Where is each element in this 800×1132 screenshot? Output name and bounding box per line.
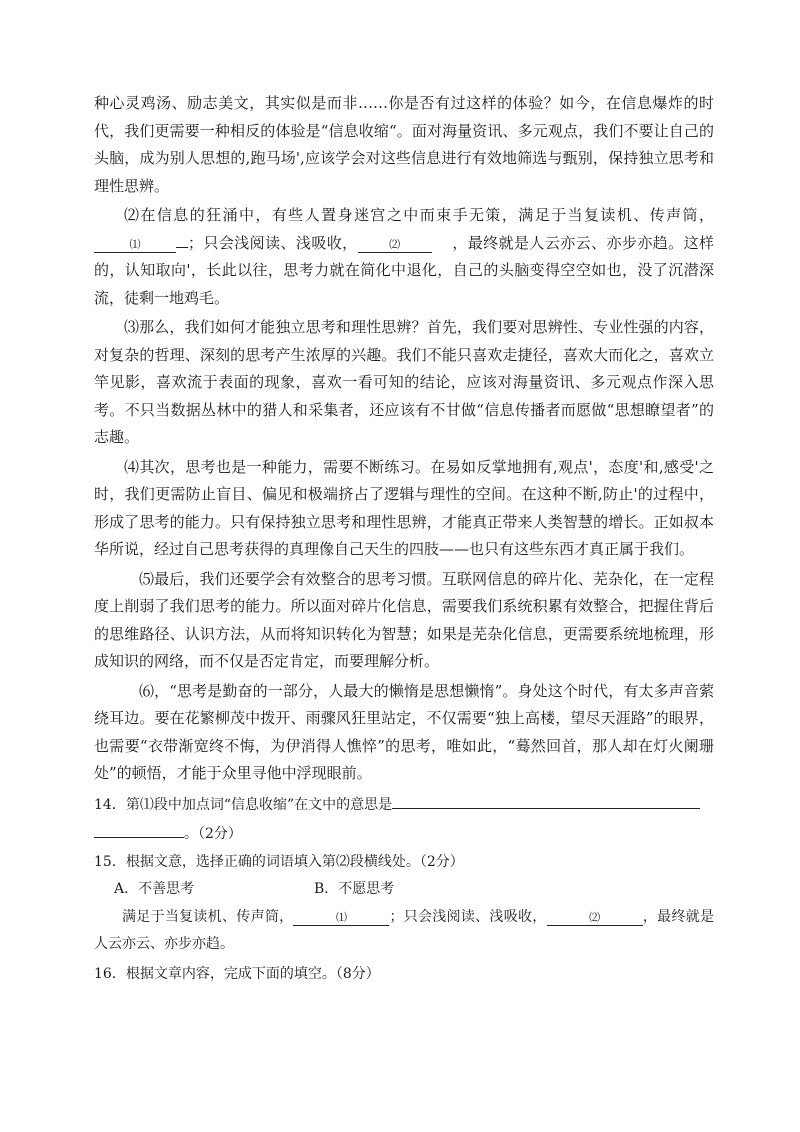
option-a[interactable]: A．不善思考	[114, 881, 195, 897]
question-15: 15．根据文意，选择正确的词语填入第⑵段横线处。（2分）	[94, 853, 464, 870]
paragraph-2-blank-1: ⑴	[94, 238, 176, 253]
question-16: 16．根据文章内容，完成下面的填空。（8分）	[94, 965, 380, 982]
question-14-score: 。（2分）	[184, 826, 242, 842]
document-page	[94, 90, 714, 988]
paragraph-6: ⑹，“思考是勤奋的一部分，人最大的懒惰是思想懒惰”。身处这个时代，有太多声音萦绕耳边。要在花繁柳茂中拨开、雨骤风狂里站定，不仅需要“独上高楼，望尽天涯路”的眼界，也需要“衣带渐宽终不悔，为伊消得人憔悴”的思考，唯如此，“蓦然回首，那人却在灯火阑珊处”的顿悟，才能于众里寻他中浮现眼前。	[94, 681, 714, 782]
paragraph-2-blank-2: ⑵	[358, 238, 432, 253]
paragraph-2-text-b: ；只会浅阅读、浅吸收，	[188, 233, 358, 252]
question-15-fill-text-a: 满足于当复读机、传声筒，	[122, 908, 294, 925]
question-15-fill-text-b: ；只会浅阅读、浅吸收，	[389, 908, 547, 925]
question-15-options	[94, 876, 714, 904]
question-14-text: 14．第⑴段中加点词“信息收缩”在文中的意思是	[94, 796, 393, 813]
question-14	[94, 790, 714, 849]
paragraph-4: ⑷其次，思考也是一种能力，需要不断练习。在易如反掌地拥有,观点'，态度'和,感受'之时，我们更需防止盲目、偏见和极端挤占了逻辑与理性的空间。在这种不断,防止'的过程中，形成了思考的能力。只有保持独立思考和理性思辨，才能真正带来人类智慧的增长。正如叔本华所说，经过自己思考获得的真理像自己天生的四肢——也只有这些东西才真正属于我们。	[94, 457, 714, 558]
question-15-fill-text-c: ，最终就是人云亦云、亦步亦趋。	[94, 908, 715, 952]
question-14-answer-line[interactable]	[392, 790, 700, 809]
paragraph-2-text-c: ，最终就是人云亦云、亦步亦趋。这样的，认知取向'，长此以往，思考力就在简化中退化，自己的头脑变得空空如也，没了沉潜深流，徒剩一地鸡毛。	[94, 233, 714, 307]
paragraph-2-text-a: ⑵在信息的狂涌中，有些人置身迷宫之中而束手无策，满足于当复读机、传声筒，	[124, 206, 714, 224]
option-b[interactable]: B．不愿思考	[314, 881, 395, 897]
paragraph-2	[94, 202, 714, 312]
question-15-blank-2[interactable]: ⑵	[547, 911, 643, 926]
paragraph-5: ⑸最后，我们还要学会有效整合的思考习惯。互联网信息的碎片化、芜杂化，在一定程度上削弱了我们思考的能力。所以面对碎片化信息，需要我们系统积累有效整合，把握住背后的思维路径、认识方法，从而将知识转化为智慧；如果是芜杂化信息，更需要系统地梳理，形成知识的网络，而不仅是否定肯定，而要理解分析。	[94, 569, 714, 670]
question-14-answer-line-2[interactable]	[94, 819, 184, 838]
paragraph-1-continued: 种心灵鸡汤、励志美文，其实似是而非……你是否有过这样的体验？如今，在信息爆炸的时代，我们更需要一种相反的体验是“信息收缩“。面对海量资讯、多元观点，我们不要让自己的头脑，成为别人思想的,跑马场',应该学会对这些信息进行有效地筛选与甄别，保持独立思考和理性思辨。	[94, 94, 714, 195]
question-15-fill-sentence	[94, 904, 714, 959]
question-15-blank-1[interactable]: ⑴	[293, 911, 389, 926]
paragraph-3: ⑶那么，我们如何才能独立思考和理性思辨？首先，我们要对思辨性、专业性强的内容，对复杂的哲理、深刻的思考产生浓厚的兴趣。我们不能只喜欢走捷径，喜欢大而化之，喜欢立竿见影，喜欢流于表面的现象，喜欢一看可知的结论，应该对海量资讯、多元观点作深入思考。不只当数据丛林中的猎人和采集者，还应该有不甘做“信息传播者而愿做“思想瞭望者”的志趣。	[94, 318, 714, 446]
paragraph-2-blank-1-tail	[176, 247, 188, 248]
